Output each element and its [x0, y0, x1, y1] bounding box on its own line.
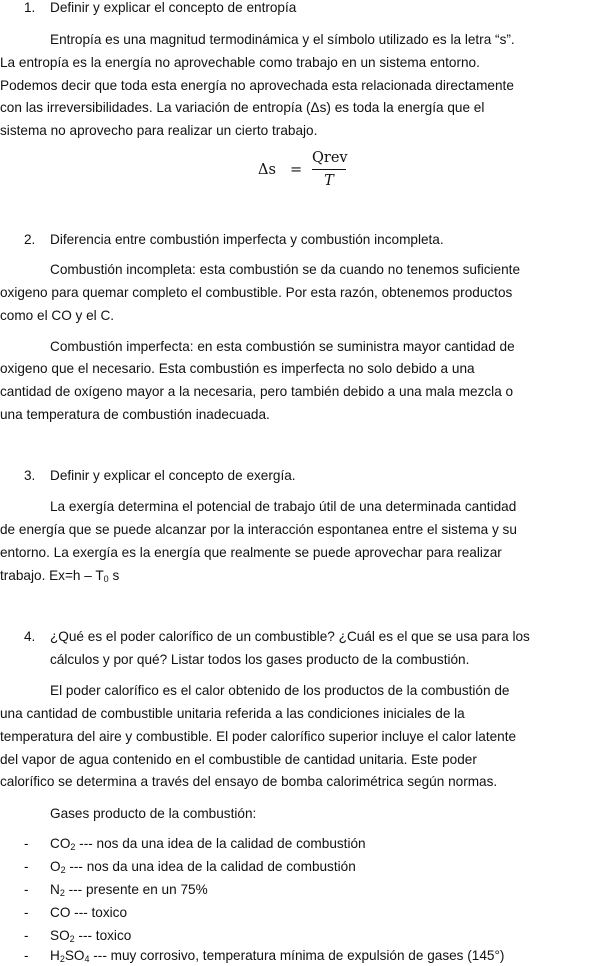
section-4-heading-line: ¿Qué es el poder calorífico de un combustible? ¿Cuál es el que se usa para los — [50, 629, 530, 644]
section-3-heading: Definir y explicar el concepto de exergía. — [50, 468, 296, 483]
section-2-line: oxigeno para quemar completo el combustible. Por esta razón, obtenemos productos — [0, 285, 513, 300]
list-bullet: - — [24, 948, 29, 963]
fraction-bar — [312, 169, 346, 170]
section-4-line: del vapor de agua contenido en el combustible de cantidad unitaria. Este poder — [0, 752, 477, 767]
gas-list-item — [50, 903, 127, 923]
section-1-line: con las irreversibilidades. La variación de entropía (Δs) es toda la energía que el — [0, 100, 485, 115]
formula-denominator: T — [324, 173, 334, 189]
exergy-formula-text: trabajo. Ex=h – T — [0, 568, 104, 583]
section-1-heading: Definir y explicar el concepto de entropía — [50, 0, 297, 15]
list-bullet: - — [24, 859, 29, 874]
formula-lhs: Δs — [258, 162, 276, 178]
gas-description: --- toxico — [74, 928, 132, 943]
gas-description: --- muy corrosivo, temperatura mínima de expulsión de gases (145°) — [89, 948, 505, 963]
gas-list-item — [50, 926, 131, 946]
section-4-line: El poder calorífico es el calor obtenido de los productos de la combustión de — [50, 683, 510, 698]
gas-formula: CO --- toxico — [50, 905, 128, 920]
gas-formula: H — [50, 948, 60, 963]
gas-list-item — [50, 946, 504, 966]
section-3-line-last — [0, 566, 119, 586]
section-3-line: de energía que se puede alcanzar por la interacción espontanea entre el sistema y su — [0, 522, 517, 537]
section-2-number: 2. — [24, 232, 36, 247]
gas-list-item — [50, 857, 356, 877]
gas-formula: O — [50, 859, 61, 874]
section-2-line: oxigeno que el necesario. Esta combustión es imperfecta no solo debido a una — [0, 361, 475, 376]
formula-equals: = — [290, 162, 303, 178]
gas-subscript: 2 — [59, 954, 65, 964]
section-1-line: Entropía es una magnitud termodinámica y el símbolo utilizado es la letra “s”. — [50, 32, 515, 47]
section-1-number: 1. — [24, 0, 36, 15]
list-bullet: - — [24, 928, 29, 943]
gas-description: --- nos da una idea de la calidad de combustión — [75, 836, 366, 851]
section-3-line: La exergía determina el potencial de trabajo útil de una determinada cantidad — [50, 499, 517, 514]
gas-list-item — [50, 834, 366, 854]
gas-subscript: 4 — [84, 954, 90, 964]
gas-subscript: 2 — [70, 842, 76, 852]
gas-formula: CO — [50, 836, 71, 851]
formula-numerator: Qrev — [312, 150, 348, 166]
list-bullet: - — [24, 836, 29, 851]
section-3-number: 3. — [24, 468, 36, 483]
exergy-formula-subscript: 0 — [103, 574, 109, 584]
gas-description: --- nos da una idea de la calidad de combustión — [65, 859, 356, 874]
gas-subscript: 2 — [69, 934, 75, 944]
entropy-formula — [258, 148, 378, 194]
section-1-line: Podemos decir que toda esta energía no aprovechada esta relacionada directamente — [0, 78, 514, 93]
section-4-heading-line: cálculos y por qué? Listar todos los gases producto de la combustión. — [50, 652, 470, 667]
section-2-line: Combustión imperfecta: en esta combustión se suministra mayor cantidad de — [50, 339, 515, 354]
gas-formula: SO — [64, 948, 85, 963]
gas-list-item — [50, 880, 208, 900]
list-bullet: - — [24, 905, 29, 920]
gases-title: Gases producto de la combustión: — [50, 806, 257, 821]
section-3-line: entorno. La exergía es la energía que realmente se puede aprovechar para realizar — [0, 545, 502, 560]
section-2-line: cantidad de oxígeno mayor a la necesaria, pero también debido a una mala mezcla o — [0, 384, 514, 399]
gas-subscript: 2 — [59, 888, 65, 898]
section-2-line: una temperatura de combustión inadecuada. — [0, 407, 270, 422]
gas-formula: SO — [50, 928, 70, 943]
formula-fraction — [312, 148, 346, 191]
section-4-line: temperatura del aire y combustible. El poder calorífico superior incluye el calor latente — [0, 729, 517, 744]
section-1-line: sistema no aprovecho para realizar un cierto trabajo. — [0, 123, 318, 138]
section-2-heading: Diferencia entre combustión imperfecta y combustión incompleta. — [50, 232, 444, 247]
exergy-formula-tail: s — [108, 568, 120, 583]
gas-description: --- presente en un 75% — [64, 882, 208, 897]
section-4-line: una cantidad de combustible unitaria referida a las condiciones iniciales de la — [0, 706, 465, 721]
gas-formula: N — [50, 882, 60, 897]
section-4-line: calorífico se determina a través del ensayo de bomba calorimétrica según normas. — [0, 774, 498, 789]
gas-subscript: 2 — [60, 865, 66, 875]
section-4-number: 4. — [24, 629, 36, 644]
section-2-line: como el CO y el C. — [0, 308, 115, 323]
section-2-line: Combustión incompleta: esta combustión se da cuando no tenemos suficiente — [50, 262, 521, 277]
section-1-line: La entropía es la energía no aprovechable como trabajo en un sistema entorno. — [0, 55, 480, 70]
list-bullet: - — [24, 882, 29, 897]
